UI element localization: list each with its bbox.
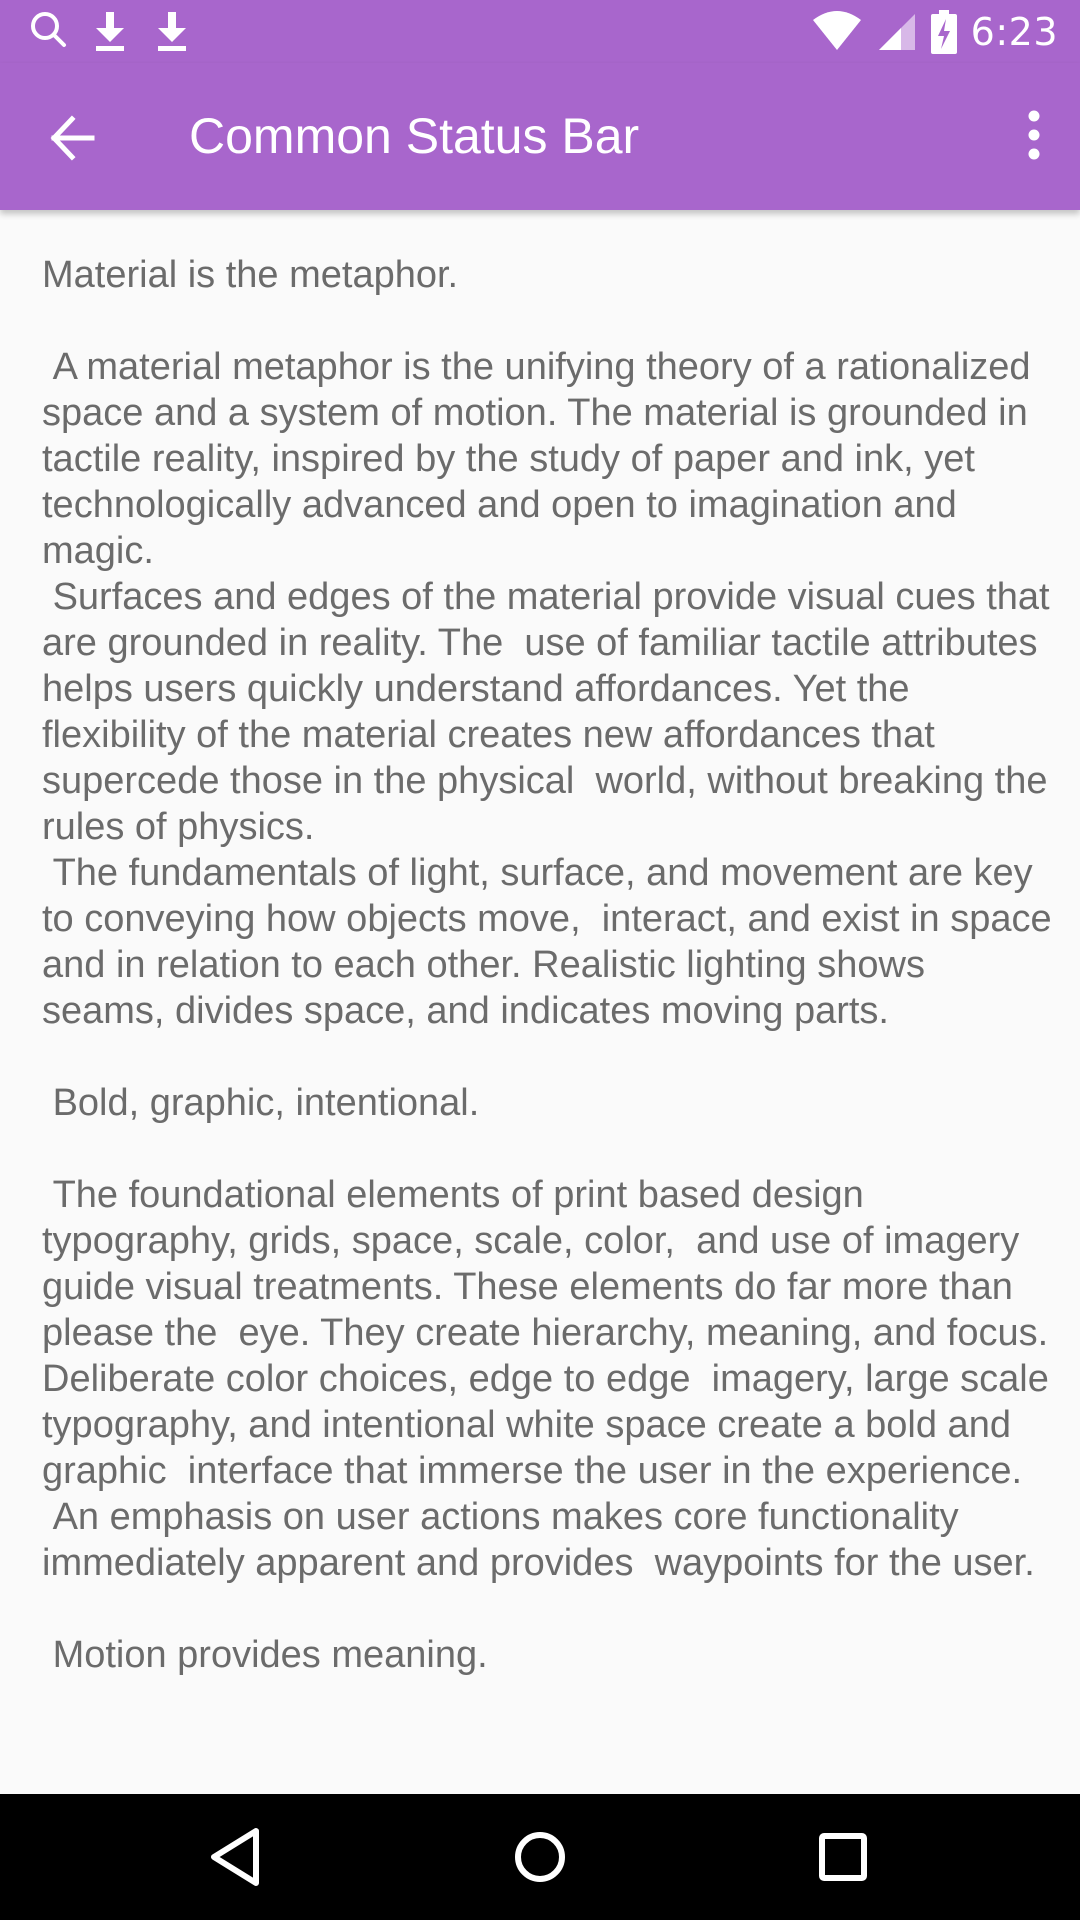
- wifi-icon: [811, 12, 863, 52]
- navigation-bar: [0, 1794, 1080, 1920]
- cell-signal-icon: [877, 12, 917, 52]
- battery-charging-icon: [931, 10, 957, 54]
- back-triangle-icon[interactable]: [198, 1819, 274, 1895]
- page-title: Common Status Bar: [189, 108, 640, 164]
- search-icon: [28, 8, 68, 52]
- notification-icons: [28, 8, 192, 56]
- home-circle-icon[interactable]: [502, 1819, 578, 1895]
- download-icon: [90, 8, 130, 56]
- recents-square-icon[interactable]: [805, 1819, 881, 1895]
- app-bar: [0, 63, 1080, 210]
- status-bar: [0, 0, 1080, 63]
- body-text: Material is the metaphor. A material metaphor is the unifying theory of a rationalized space and a system of motion. The material is grounded in tactile reality, inspired by the study of paper and ink, yet technologically advanced and open to imagination and magic. Surfaces and edges of the material provide visual cues that are grounded in reality. The use of familiar tactile attributes helps users quickly understand affordances. Yet the flexibility of the material creates new affordances that supercede those in the physical world, without breaking the rules of physics. The fundamentals of light, surface, and movement are key to conveying how objects move, interact, and exist in space and in relation to each other. Realistic lighting shows seams, divides space, and indicates moving parts. Bold, graphic, intentional. The foundational elements of print based design typography, grids, space, scale, color, and use of imagery guide visual treatments. These elements do far more than please the eye. They create hierarchy, meaning, and focus. Deliberate color choices, edge to edge imagery, large scale typography, and intentional white space create a bold and graphic interface that immerse the user in the experience. An emphasis on user actions makes core functionality immediately apparent and provides waypoints for the user. Motion provides meaning.: [42, 254, 1052, 1676]
- download-icon: [152, 8, 192, 56]
- back-arrow-icon[interactable]: [48, 113, 98, 163]
- clock: 6:23: [970, 9, 1058, 54]
- overflow-menu-icon[interactable]: [1004, 105, 1064, 165]
- system-icons: [811, 0, 1058, 63]
